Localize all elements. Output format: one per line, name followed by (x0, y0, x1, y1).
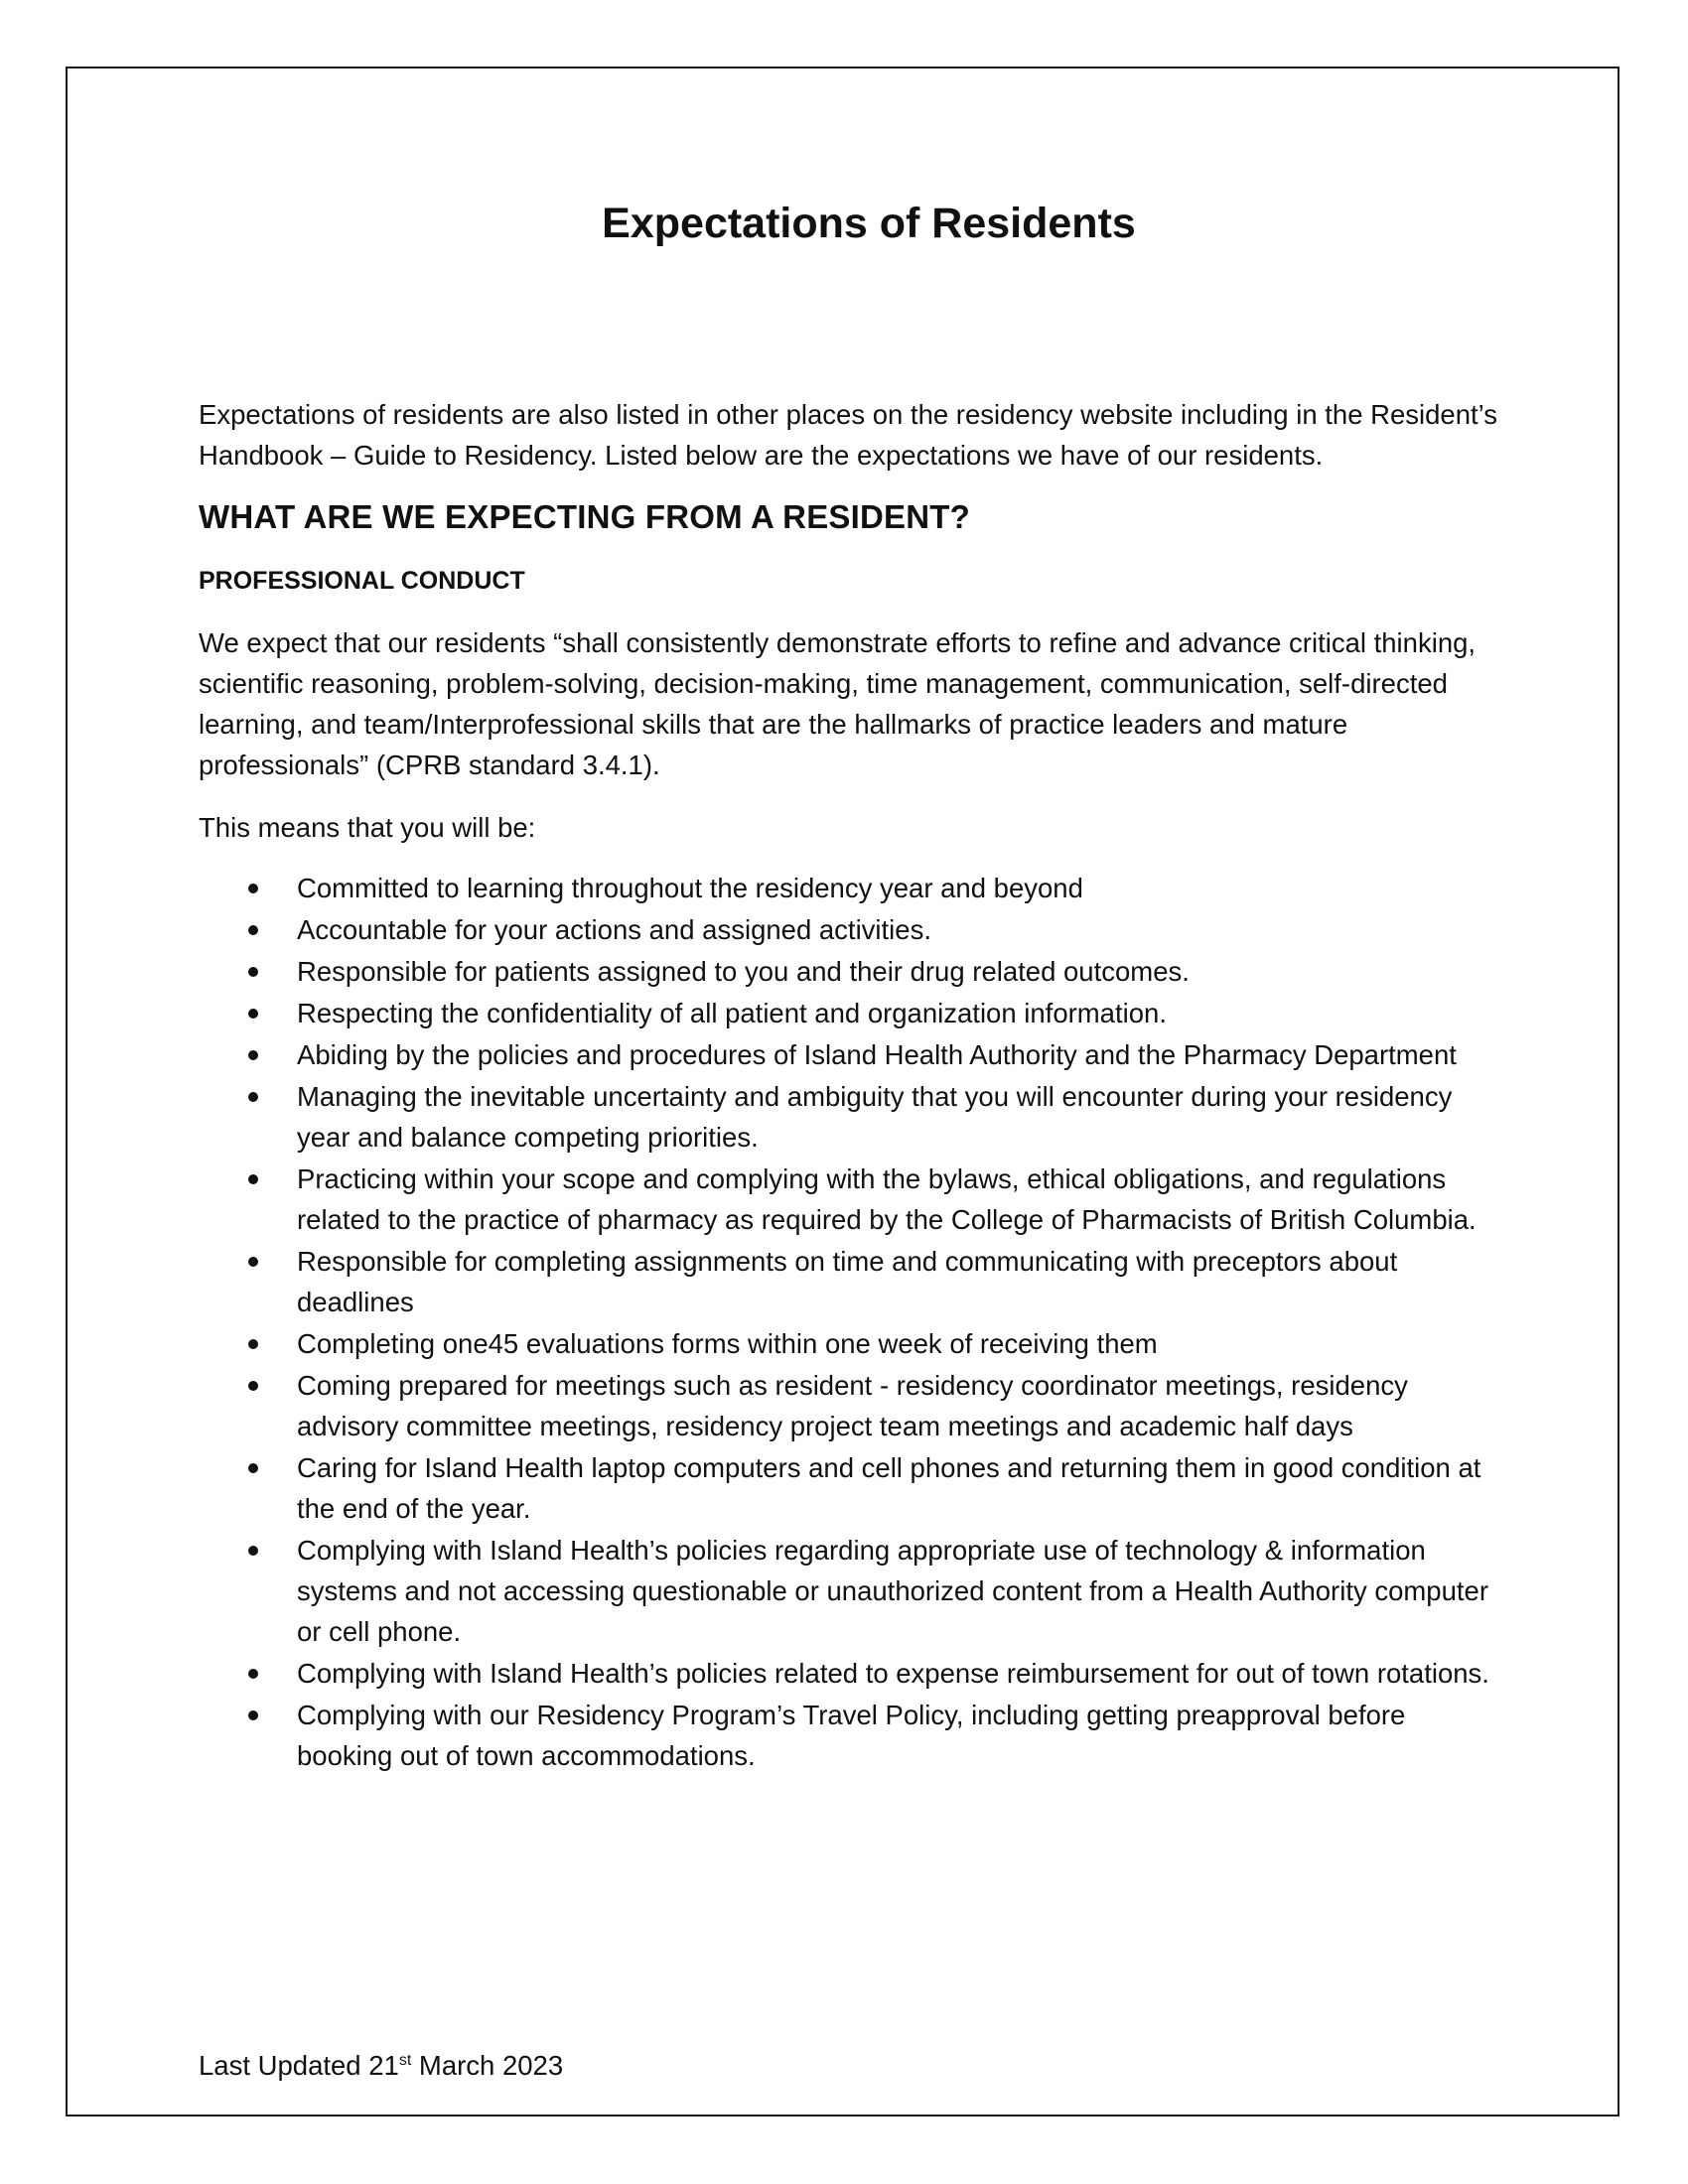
list-item (199, 1323, 1499, 1364)
intro-paragraph: Expectations of residents are also listed in other places on the residency website including in the Resident’s Handbook – Guide to Residency. Listed below are the expectations we have of our residents. (199, 399, 1498, 471)
list-item (199, 868, 1499, 908)
bullet-icon (248, 1710, 258, 1720)
footer-date-prefix: Last Updated 21 (199, 2050, 399, 2081)
document-body (199, 194, 1499, 1777)
conduct-paragraph: We expect that our residents “shall consistently demonstrate efforts to refine and advance critical thinking, scientific reasoning, problem-solving, decision-making, time management, communication, self-directed learning, and team/Interprofessional skills that are the hallmarks of practice leaders and mature professionals” (CPRB standard 3.4.1). (199, 627, 1477, 780)
list-item (199, 1530, 1499, 1652)
list-item-text: Responsible for patients assigned to you and their drug related outcomes. (297, 956, 1190, 987)
expectations-list (199, 868, 1499, 1776)
list-item-text: Complying with Island Health’s policies regarding appropriate use of technology & information systems and not accessing questionable or unauthorized content from a Health Authority computer or cell phone. (297, 1535, 1488, 1647)
list-item (199, 993, 1499, 1033)
list-item-text: Complying with our Residency Program’s Travel Policy, including getting preapproval before booking out of town accommodations. (297, 1700, 1406, 1771)
list-item (199, 1653, 1499, 1694)
section-heading: WHAT ARE WE EXPECTING FROM A RESIDENT? (199, 498, 970, 535)
list-item (199, 951, 1499, 992)
list-item-text: Completing one45 evaluations forms within one week of receiving them (297, 1328, 1158, 1359)
list-item-text: Caring for Island Health laptop computers and cell phones and returning them in good condition at the end of the year. (297, 1452, 1481, 1524)
footer-date-ordinal: st (398, 2051, 412, 2069)
bullet-icon (248, 1339, 258, 1349)
bullet-icon (248, 1009, 258, 1019)
bullet-icon (248, 1381, 258, 1391)
list-item (199, 1241, 1499, 1322)
list-item (199, 1034, 1499, 1075)
list-item (199, 909, 1499, 950)
list-item-text: Responsible for completing assignments on time and communicating with preceptors about deadlines (297, 1246, 1398, 1317)
bullet-icon (248, 967, 258, 977)
list-item-text: Coming prepared for meetings such as resident - residency coordinator meetings, residency advisory committee meetings, residency project team meetings and academic half days (297, 1370, 1408, 1441)
sub-heading-professional-conduct: PROFESSIONAL CONDUCT (199, 567, 525, 595)
list-item-text: Complying with Island Health’s policies related to expense reimbursement for out of town rotations. (297, 1658, 1489, 1689)
bullet-icon (248, 1669, 258, 1679)
last-updated-footer (199, 2045, 563, 2086)
list-item (199, 1365, 1499, 1446)
list-item (199, 1076, 1499, 1158)
bullet-icon (248, 1050, 258, 1060)
bullet-icon (248, 925, 258, 935)
list-item-text: Respecting the confidentiality of all patient and organization information. (297, 998, 1167, 1028)
bullet-icon (248, 1463, 258, 1473)
list-item-text: Accountable for your actions and assigned activities. (297, 914, 931, 945)
bullet-icon (248, 1092, 258, 1102)
list-item (199, 1695, 1499, 1776)
list-item-text: Practicing within your scope and complying with the bylaws, ethical obligations, and regulations related to the practice of pharmacy as required by the College of Pharmacists of British Columbia. (297, 1163, 1477, 1235)
bullet-icon (248, 1257, 258, 1267)
footer-date-suffix: March 2023 (411, 2050, 564, 2081)
list-item (199, 1159, 1499, 1240)
list-item-text: Committed to learning throughout the residency year and beyond (297, 873, 1083, 903)
list-item (199, 1447, 1499, 1529)
bullet-icon (248, 884, 258, 893)
bullet-icon (248, 1546, 258, 1556)
bullet-icon (248, 1174, 258, 1184)
page-title: Expectations of Residents (602, 200, 1136, 247)
lead-in-text: This means that you will be: (199, 812, 536, 843)
list-item-text: Managing the inevitable uncertainty and ambiguity that you will encounter during your residency year and balance competing priorities. (297, 1081, 1453, 1153)
list-item-text: Abiding by the policies and procedures of Island Health Authority and the Pharmacy Department (297, 1039, 1457, 1070)
